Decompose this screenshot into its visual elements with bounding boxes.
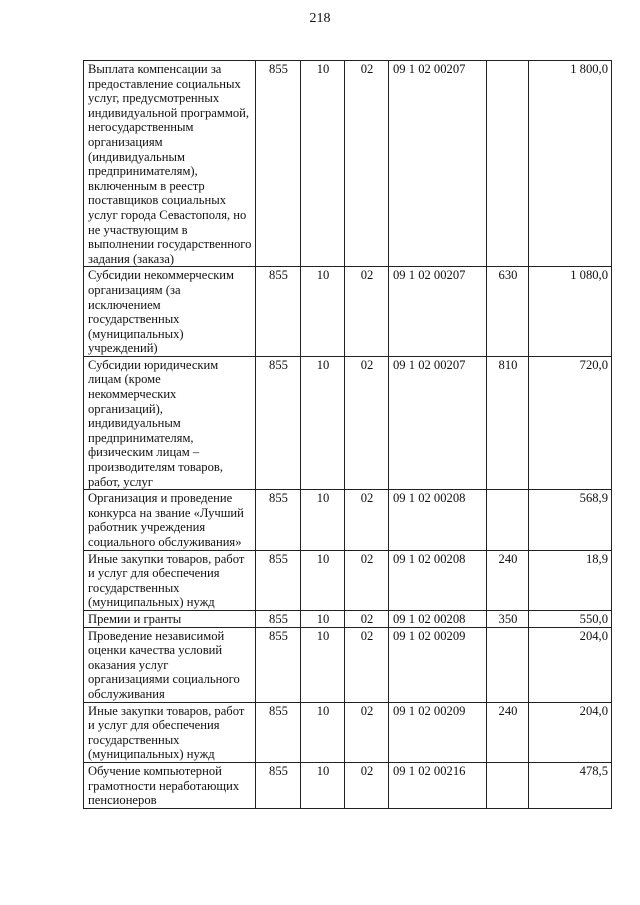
cell-target: 09 1 02 00207 [389,61,487,267]
table-row [84,267,612,357]
cell-name: Иные закупки товаров, работ и услуг для обеспечения государственных (муниципальных) нужд [84,550,256,610]
cell-ministry: 855 [256,610,301,627]
cell-ministry: 855 [256,627,301,702]
cell-target: 09 1 02 00207 [389,356,487,489]
cell-subsection: 02 [345,61,389,267]
table-row [84,61,612,267]
cell-name: Иные закупки товаров, работ и услуг для обеспечения государственных (муниципальных) нужд [84,702,256,762]
cell-ministry: 855 [256,356,301,489]
cell-subsection: 02 [345,702,389,762]
cell-ministry: 855 [256,267,301,357]
cell-name: Выплата компенсации за предоставление социальных услуг, предусмотренных индивидуальной программой, негосударственным организациям (индивидуальным предпринимателям), включенным в реестр поставщиков социальных услуг города Севастополя, но не участвующим в выполнении государственного задания (заказа) [84,61,256,267]
cell-section: 10 [301,267,345,357]
table-row [84,762,612,808]
cell-ministry: 855 [256,490,301,550]
table-row [84,610,612,627]
cell-target: 09 1 02 00208 [389,610,487,627]
cell-amount: 550,0 [529,610,612,627]
table-row [84,490,612,550]
cell-subsection: 02 [345,490,389,550]
cell-subsection: 02 [345,356,389,489]
cell-name: Проведение независимой оценки качества условий оказания услуг организациями социального обслуживания [84,627,256,702]
cell-target: 09 1 02 00209 [389,627,487,702]
cell-target: 09 1 02 00209 [389,702,487,762]
cell-amount: 1 080,0 [529,267,612,357]
cell-expense [487,490,529,550]
cell-target: 09 1 02 00208 [389,550,487,610]
cell-subsection: 02 [345,267,389,357]
cell-expense: 240 [487,550,529,610]
cell-amount: 478,5 [529,762,612,808]
cell-amount: 204,0 [529,627,612,702]
cell-expense [487,627,529,702]
cell-subsection: 02 [345,627,389,702]
cell-section: 10 [301,762,345,808]
cell-section: 10 [301,356,345,489]
cell-name: Субсидии юридическим лицам (кроме некоммерческих организаций), индивидуальным предпринимателям, физическим лицам – производителям товаров, работ, услуг [84,356,256,489]
cell-section: 10 [301,702,345,762]
cell-name: Субсидии некоммерческим организациям (за исключением государственных (муниципальных) учреждений) [84,267,256,357]
cell-amount: 568,9 [529,490,612,550]
cell-amount: 720,0 [529,356,612,489]
cell-amount: 204,0 [529,702,612,762]
cell-target: 09 1 02 00216 [389,762,487,808]
cell-ministry: 855 [256,702,301,762]
cell-expense: 630 [487,267,529,357]
cell-subsection: 02 [345,762,389,808]
table-row [84,702,612,762]
cell-section: 10 [301,490,345,550]
budget-table [83,60,612,809]
page-number: 218 [309,11,331,26]
cell-ministry: 855 [256,550,301,610]
budget-table-body [84,61,612,809]
cell-expense [487,61,529,267]
cell-amount: 18,9 [529,550,612,610]
cell-ministry: 855 [256,61,301,267]
cell-name: Организация и проведение конкурса на звание «Лучший работник учреждения социального обслуживания» [84,490,256,550]
cell-target: 09 1 02 00207 [389,267,487,357]
cell-expense: 810 [487,356,529,489]
cell-expense: 240 [487,702,529,762]
table-row [84,356,612,489]
cell-amount: 1 800,0 [529,61,612,267]
cell-expense: 350 [487,610,529,627]
cell-expense [487,762,529,808]
cell-name: Обучение компьютерной грамотности неработающих пенсионеров [84,762,256,808]
cell-target: 09 1 02 00208 [389,490,487,550]
table-row [84,627,612,702]
cell-name: Премии и гранты [84,610,256,627]
cell-section: 10 [301,61,345,267]
cell-section: 10 [301,610,345,627]
cell-ministry: 855 [256,762,301,808]
table-row [84,550,612,610]
cell-subsection: 02 [345,550,389,610]
cell-section: 10 [301,550,345,610]
cell-section: 10 [301,627,345,702]
cell-subsection: 02 [345,610,389,627]
